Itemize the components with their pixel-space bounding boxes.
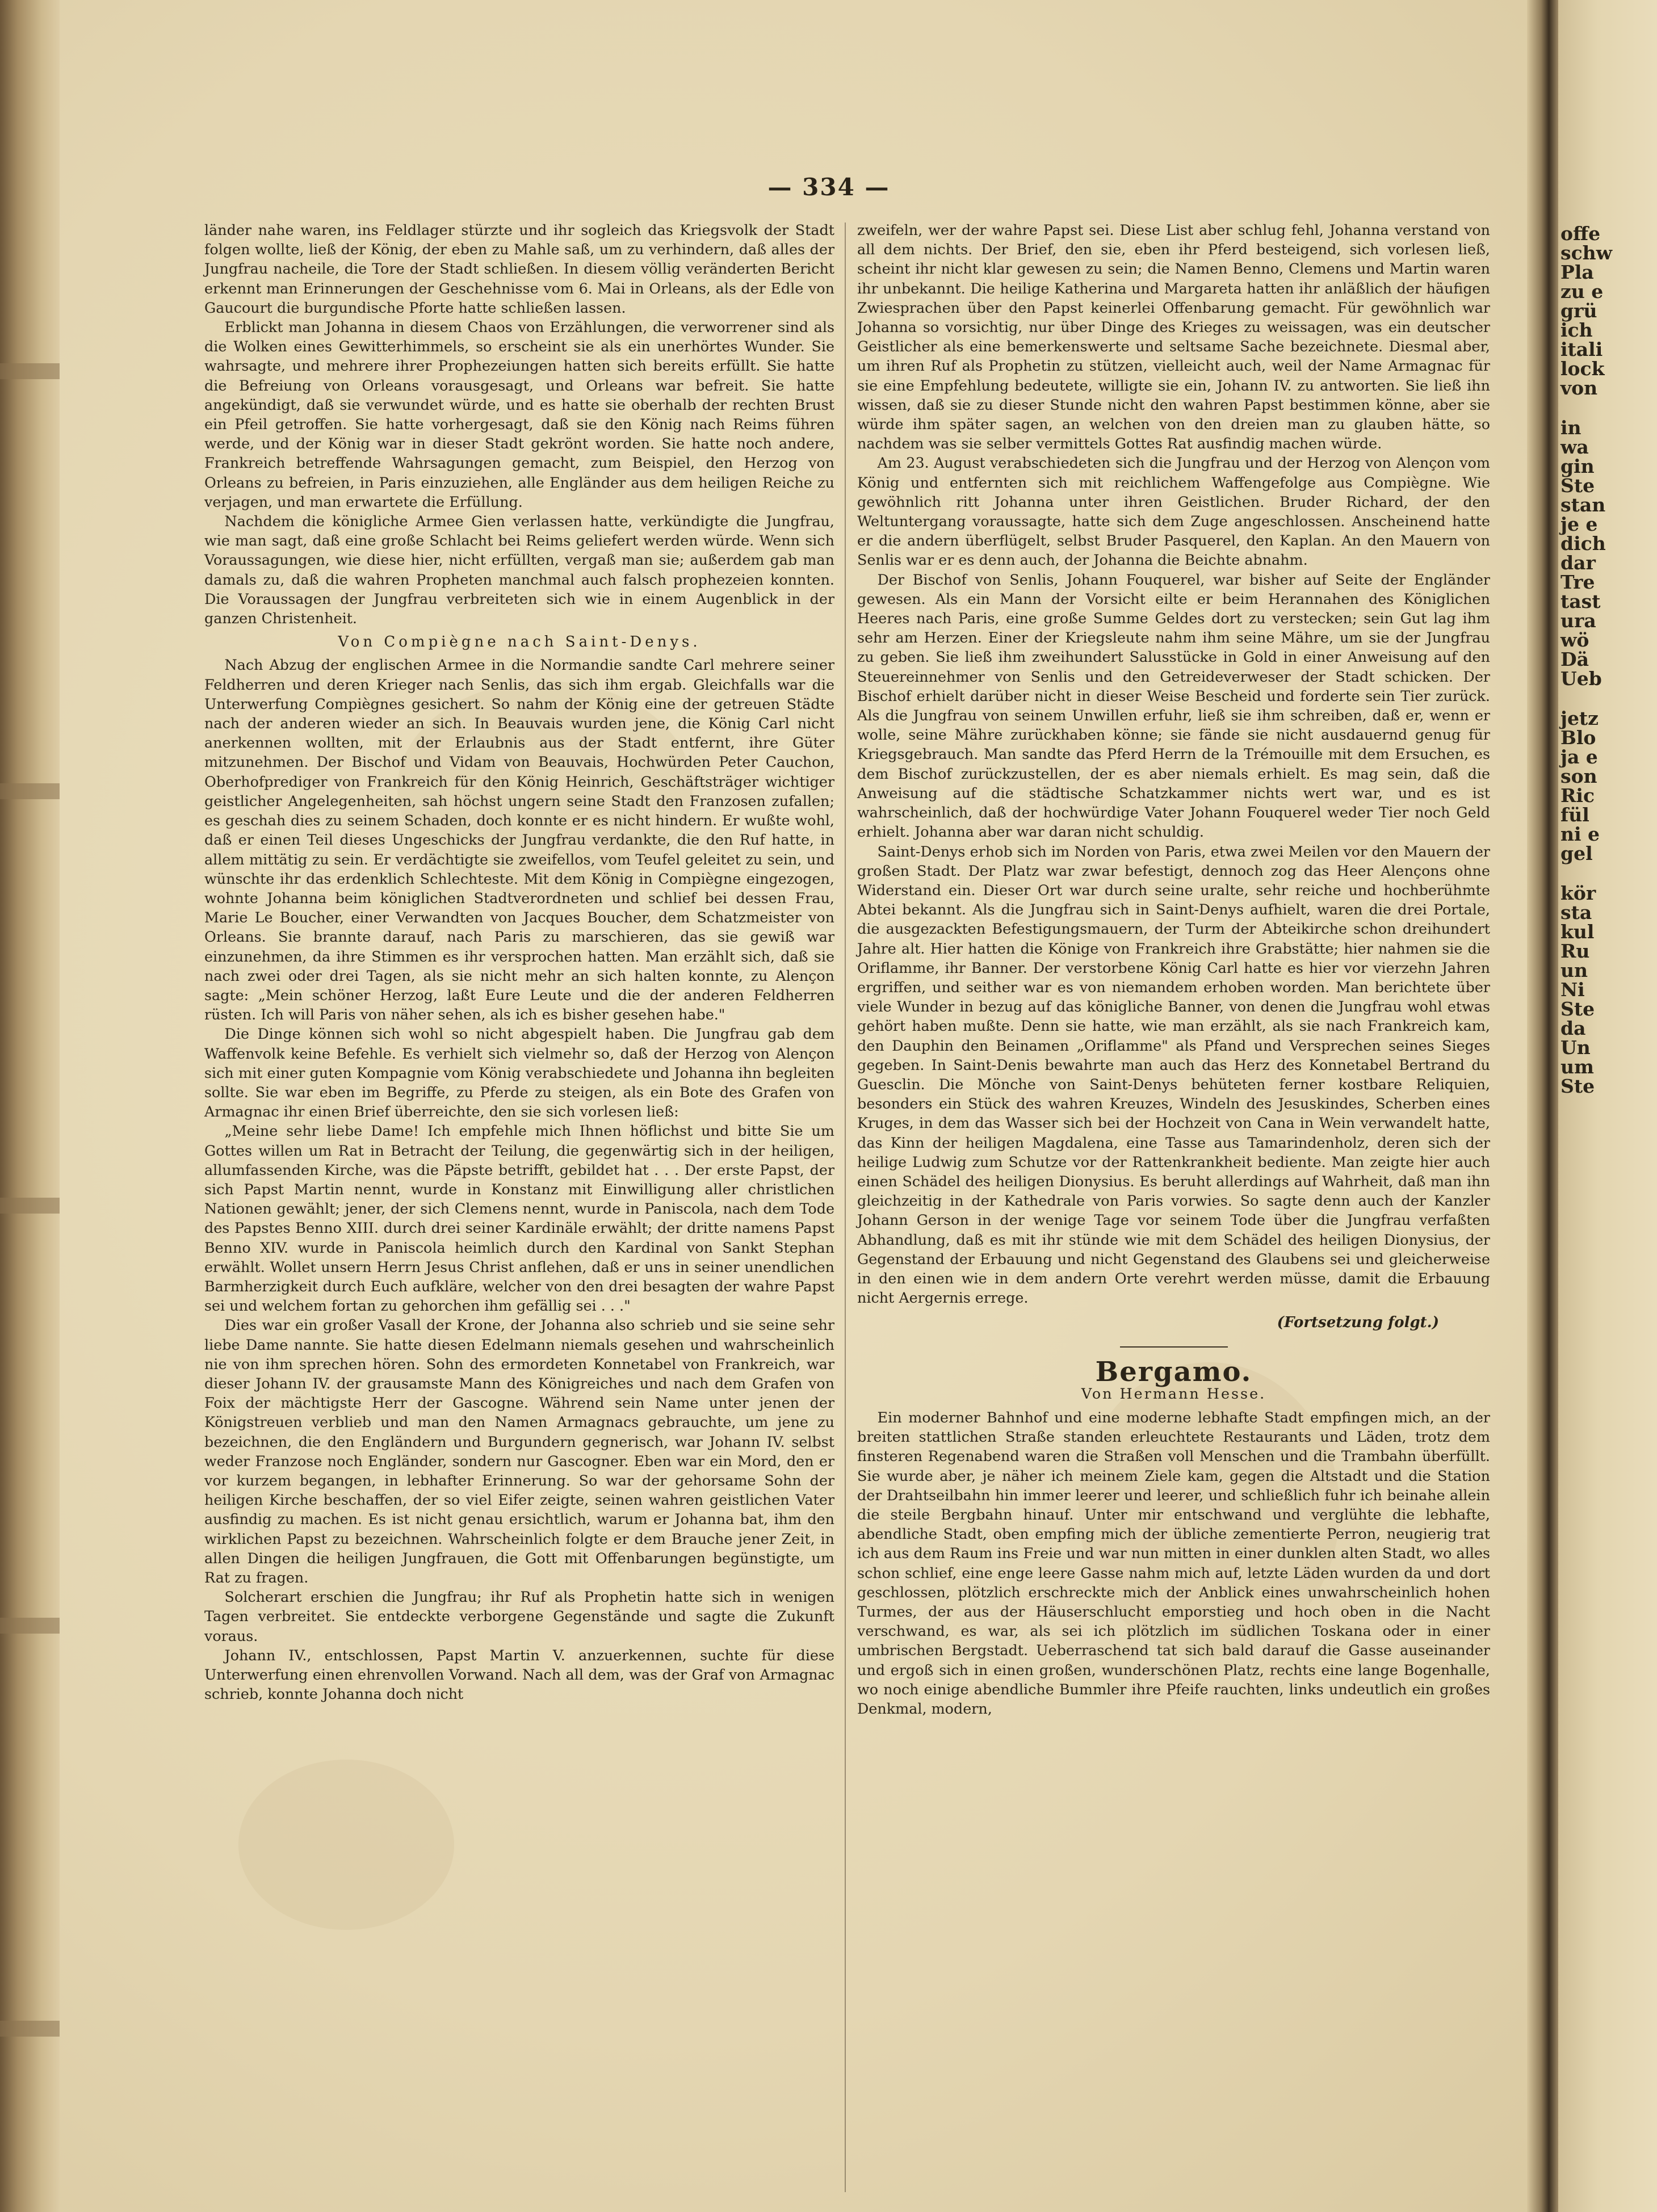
next-page-fragment: Ste bbox=[1560, 1075, 1595, 1097]
right-paragraph: Der Bischof von Senlis, Johann Fouquerel, war bisher auf Seite der Engländer gewesen. Als ein Mann der Vorsicht eilte er beim Herannahen des Königlichen Heeres nach Paris, eine große Summe Geldes dort zu verstecken; sein Gut lag ihm sehr am Herzen. Einer der Kriegsleute nahm ihm seine Mähre, um sie der Jungfrau zu geben. Sie ließ ihm zweihundert Salusstücke in Gold in einer Anweisung auf den Steuereinnehmer von Senlis und den Getreideverweser der Stadt schicken. Der Bischof erhielt darüber nicht in dieser Weise Bescheid und forderte sein Tier zurück. Als die Jungfrau von seinem Unwillen erfuhr, ließ sie ihm schreiben, daß er, wenn er wolle, seine Mähre zurückhaben könne; sie fände sie nicht ausdauernd genug für Kriegsgebrauch. Man sandte das Pferd Herrn de la Trémouille mit dem Ersuchen, es dem Bischof zurückzustellen, der es aber niemals erhielt. Es mag sein, daß die Anweisung auf die städtische Schatzkammer nichts wert war, und es ist wahrscheinlich, daß der hochwürdige Vater Johann Fouquerel weder Tier noch Geld erhielt. Johanna aber war daran nicht schuldig. bbox=[857, 570, 1490, 841]
next-page-fragment: un bbox=[1560, 959, 1588, 981]
next-page-fragment: schw bbox=[1560, 242, 1613, 264]
next-page-fragment: wa bbox=[1560, 436, 1589, 458]
next-page-fragment: in bbox=[1560, 417, 1582, 439]
section-heading: Von Compiègne nach Saint-Denys. bbox=[338, 633, 701, 651]
next-page-fragment: jetz bbox=[1560, 707, 1599, 729]
article-byline: Von Hermann Hesse. bbox=[1081, 1384, 1266, 1402]
next-page-fragment: gin bbox=[1560, 455, 1595, 477]
page-gutter bbox=[1527, 0, 1558, 2212]
left-paragraph: Johann IV., entschlossen, Papst Martin V. anzuerkennen, suchte für diese Unterwerfung einen ehrenvollen Vorwand. Nach all dem, was der Graf von Armagnac schrieb, konnte Johanna doch nicht bbox=[204, 1646, 834, 1703]
next-page-fragment: dar bbox=[1560, 552, 1596, 574]
next-page-fragment: Ni bbox=[1560, 979, 1585, 1001]
article-paragraph: Ein moderner Bahnhof und eine moderne lebhafte Stadt empfingen mich, an der breiten stattlichen Straße standen erleuchtete Restaurants und Läden, trotz dem finsteren Regenabend waren die Straßen voll Menschen und die Trambahn überfüllt. Sie wurde aber, je näher ich meinem Ziele kam, gegen die Altstadt und die Station der Drahtseilbahn hin immer leerer und leerer, und schließlich fuhr ich beinahe allein die steile Bergbahn hinauf. Unter mir entschwand und verglühte die lebhafte, abendliche Stadt, oben empfing mich der übliche zementierte Perron, neugierig trat ich aus dem Raum ins Freie und war nun mitten in einer dunklen alten Stadt, wo alles schon schlief, eine enge leere Gasse nahm mich auf, letzte Läden wurden da und dort geschlossen, plötzlich erschreckte mich der Anblick eines unwahrscheinlich hohen Turmes, der aus der Häuserschlucht emporstieg und hoch oben in die Nacht verschwand, es war, als sei ich plötzlich im südlichen Toskana oder in einer umbrischen Bergstadt. Ueberraschend tat sich bald darauf die Gasse auseinander und ergoß sich in einen großen, wunderschönen Platz, rechts eine lange Bogenhalle, wo noch einige abendliche Bummler ihre Pfeife rauchten, links undeutlich ein großes Denkmal, modern, bbox=[857, 1408, 1490, 1718]
left-paragraph: Erblickt man Johanna in diesem Chaos von Erzählungen, die verworrener sind als die Wolken eines Gewitterhimmels, so erscheint sie als ein unerhörtes Wunder. Sie wahrsagte, und mehrere ihrer Prophezeiungen hatten sich bereits erfüllt. Sie hatte die Befreiung von Orleans vorausgesagt, und Orleans war befreit. Sie hatte angekündigt, daß sie verwundet würde, und es hatte sie oberhalb der rechten Brust ein Pfeil getroffen. Sie hatte vorhergesagt, daß sie den König nach Reims führen werde, und der König war in dieser Stadt gekrönt worden. Sie hatte noch andere, Frankreich betreffende Wahrsagungen gemacht, zum Beispiel, den Herzog von Orleans zu befreien, in Paris einzuziehen, alle Engländer aus dem heiligen Reiche zu verjagen, und man erwartete die Erfüllung. bbox=[204, 318, 834, 510]
next-page-fragment: kul bbox=[1560, 921, 1595, 943]
next-page-fragment: itali bbox=[1560, 338, 1603, 360]
next-page-fragment: Dä bbox=[1560, 648, 1589, 670]
next-page-fragment: Ru bbox=[1560, 940, 1590, 962]
next-page-fragment: fül bbox=[1560, 804, 1589, 826]
next-page-fragment: offe bbox=[1560, 223, 1601, 245]
page-number: — 334 — bbox=[767, 173, 890, 201]
left-paragraph: Die Dinge können sich wohl so nicht abgespielt haben. Die Jungfrau gab dem Waffenvolk keine Befehle. Es verhielt sich vielmehr so, daß der Herzog von Alençon sich mit einer guten Kompagnie vom König verabschiedete und Johanna ihn begleiten sollte. Sie war eben im Begriffe, zu Pferde zu steigen, als ein Bote des Grafen von Armagnac ihr einen Brief überreichte, den sie sich vorlesen ließ: bbox=[204, 1025, 834, 1120]
column-divider bbox=[845, 223, 846, 2192]
next-page-fragment: lock bbox=[1560, 358, 1605, 380]
article-separator bbox=[1120, 1346, 1228, 1348]
next-page-fragment: Ueb bbox=[1560, 668, 1602, 690]
next-page-fragment: stan bbox=[1560, 494, 1606, 516]
next-page-fragment: dich bbox=[1560, 532, 1606, 555]
next-page-fragment: grü bbox=[1560, 300, 1597, 322]
left-paragraph: länder nahe waren, ins Feldlager stürzte und ihr sogleich das Kriegsvolk der Stadt folgen wollte, ließ der König, der eben zu Mahle saß, um zu verhindern, daß alles der Jungfrau nacheile, die Tore der Stadt schließen. In diesem völlig veränderten Bericht erkennt man Erinnerungen der Geschehnisse vom 6. Mai in Orleans, als der Edle von Gaucourt die burgundische Pforte hatte schließen lassen. bbox=[204, 221, 834, 316]
next-page-fragment: tast bbox=[1560, 590, 1601, 612]
next-page-fragment: von bbox=[1560, 377, 1598, 399]
next-page-fragment: Un bbox=[1560, 1036, 1591, 1059]
next-page-fragment: Tre bbox=[1560, 571, 1595, 593]
next-page-fragment: Pla bbox=[1560, 261, 1594, 283]
next-page-fragment: gel bbox=[1560, 842, 1593, 864]
next-page-fragment: wö bbox=[1560, 629, 1589, 651]
next-page-fragment: Ric bbox=[1560, 784, 1595, 807]
next-page-fragment: Blo bbox=[1560, 727, 1596, 749]
letter-quote: „Meine sehr liebe Dame! Ich empfehle mich Ihnen höflichst und bitte Sie um Gottes willen um Rat in Betracht der Teilung, die gegenwärtig sich in der heiligen, allumfassenden Kirche, was die Päpste betrifft, gebildet hat . . . Der erste Papst, der sich Papst Martin nennt, wurde in Konstanz mit Einwilligung aller christlichen Nationen gewählt; jener, der sich Clemens nennt, wurde in Paniscola, nach dem Tode des Papstes Benno XIII. durch drei seiner Kardinäle erwählt; der dritte namens Papst Benno XIV. wurde in Paniscola heimlich durch den Kardinal von Sankt Stephan erwählt. Wollet unsern Herrn Jesus Christ anflehen, daß er uns in seiner unendlichen Barmherzigkeit durch Euch aufkläre, welcher von den drei besagten der wahre Papst sei und welchem fortan zu gehorchen ihm gefällig sei . . ." bbox=[204, 1122, 834, 1315]
right-paragraph: zweifeln, wer der wahre Papst sei. Diese List aber schlug fehl, Johanna verstand von all dem nichts. Der Brief, den sie, eben ihr Pferd besteigend, sich vorlesen ließ, scheint ihr nicht klar gewesen zu sein; die Namen Benno, Clemens und Martin waren ihr unbekannt. Die heilige Katherina und Margareta hatten ihr anläßlich der häufigen Zwiesprachen über den Papst keinerlei Offenbarung gemacht. Für gewöhnlich war Johanna so vorsichtig, nur über Dinge des Krieges zu weissagen, was ein deutscher Geistlicher als eine bemerkenswerte und seltsame Sache bezeichnete. Diesmal aber, um ihren Ruf als Prophetin zu stützen, vielleicht auch, weil der Name Armagnac für sie eine Empfehlung bedeutete, willigte sie ein, Johann IV. zu antworten. Sie ließ ihn wissen, daß sie zu dieser Stunde nicht den wahren Papst bestimmen könne, aber sie würde ihm später sagen, an welchen von den dreien man zu glauben hätte, so nachdem was sie selber vermittels Gottes Rat ausfindig machen würde. bbox=[857, 221, 1490, 452]
next-page-fragment: ura bbox=[1560, 610, 1596, 632]
left-paragraph: Nachdem die königliche Armee Gien verlassen hatte, verkündigte die Jungfrau, wie man sagt, daß eine große Schlacht bei Reims geliefert werden würde. Wenn sich Voraussagungen, wie diese hier, nicht erfüllten, vergaß man sie; außerdem gab man damals zu, daß die wahren Propheten manchmal auch falsch prophezeien konnten. Die Voraussagen der Jungfrau verbreiteten sich wie in einem Augenblick in der ganzen Christenheit. bbox=[204, 513, 834, 627]
right-column bbox=[857, 220, 1490, 1718]
continuation-note: (Fortsetzung folgt.) bbox=[1277, 1314, 1439, 1332]
next-page-fragment: ni e bbox=[1560, 823, 1600, 845]
next-page-fragment: da bbox=[1560, 1017, 1586, 1039]
right-paragraph: Am 23. August verabschiedeten sich die Jungfrau und der Herzog von Alençon vom König und entfernten sich mit reichlichem Waffengefolge aus Compiègne. Wie gewöhnlich ritt Johanna unter ihren Geistlichen. Bruder Richard, der den Weltuntergang voraussagte, hatte sich dem Zuge angeschlossen. Anscheinend hatte er die andern überflügelt, selbst Bruder Pasquerel, den Kaplan. An den Mauern von Senlis war er es denn auch, der Johanna die Beichte abnahm. bbox=[857, 454, 1490, 569]
next-page-fragment: son bbox=[1560, 765, 1597, 787]
next-page-fragment: je e bbox=[1560, 513, 1598, 535]
next-page-fragment: sta bbox=[1560, 901, 1592, 924]
article-title: Bergamo. bbox=[1095, 1355, 1252, 1388]
next-page-fragment: ja e bbox=[1560, 746, 1598, 768]
next-page-edge bbox=[1558, 0, 1657, 2212]
next-page-fragment: ich bbox=[1560, 319, 1593, 341]
left-paragraph: Dies war ein großer Vasall der Krone, der Johanna also schrieb und sie seine sehr liebe Dame nannte. Sie hatte diesen Edelmann niemals gesehen und wahrscheinlich nie von ihm sprechen hören. Sohn des ermordeten Konnetabel von Frankreich, war dieser Johann IV. der grausamste Mann des Königreiches und nach dem Grafen von Foix der mächtigste Herr der Gascogne. Während sein Name unter jenen der Königstreuen verblieb und man den Namen Armagnacs gebrauchte, um jene zu bezeichnen, die den Engländern und Burgundern gegnerisch, war Johann IV. selbst weder Franzose noch Engländer, sondern nur Gascogner. Eben war ein Mord, den er vor kurzem begangen, in lebhafter Erinnerung. So war der gehorsame Sohn der heiligen Kirche beschaffen, der so viel Eifer zeigte, seinen wahren geistlichen Vater ausfindig zu machen. Es ist nicht genau ersichtlich, warum er Johanna bat, ihm den wirklichen Papst zu bezeichnen. Wahrscheinlich folgte er dem Brauche jener Zeit, in allen Dingen die heiligen Jungfrauen, die Gott mit Offenbarungen begünstigte, um Rat zu fragen. bbox=[204, 1316, 834, 1586]
next-page-fragment: Ste bbox=[1560, 475, 1595, 497]
left-paragraph: Nach Abzug der englischen Armee in die Normandie sandte Carl mehrere seiner Feldherren und deren Krieger nach Senlis, das sich ihm ergab. Gleichfalls war die Unterwerfung Compiègnes gesichert. So nahm der König eine der getreuen Städte nach der anderen wieder an sich. In Beauvais wurden jene, die König Carl nicht anerkennen wollten, mit der Erlaubnis aus der Stadt entfernt, ihre Güter mitzunehmen. Der Bischof und Vidam von Beauvais, Hochwürden Peter Cauchon, Oberhofprediger von Frankreich für den König Heinrich, Geschäftsträger wichtiger geistlicher Angelegenheiten, sah höchst ungern seine Stadt den Franzosen zufallen; es geschah dies zu seinem Schaden, doch konnte er es nicht hindern. Er wußte wohl, daß er einen Teil dieses Ungeschicks der Jungfrau verdankte, die den Ruf hatte, in allem mittätig zu sein. Er verdächtigte sie zweifellos, vom Teufel geleitet zu sein, und wünschte ihr das erdenklich Schlechteste. Mit dem König in Compiègne eingezogen, wohnte Johanna beim königlichen Stadtverordneten und schlief bei dessen Frau, Marie Le Boucher, einer Verwandten von Jacques Boucher, dem Schatzmeister von Orleans. Sie brannte darauf, nach Paris zu marschieren, das sie gewiß war einzunehmen, da ihre Stimmen es ihr versprochen hatten. Man erzählt sich, daß sie nach zwei oder drei Tagen, als sie nicht mehr an sich halten konnte, zu Alençon sagte: „Mein schöner Herzog, laßt Eure Leute und die der anderen Feldherren rüsten. Ich will Paris von näher sehen, als ich es bisher gesehen habe." bbox=[204, 656, 834, 1023]
left-column bbox=[204, 220, 834, 1703]
next-page-fragment: kör bbox=[1560, 882, 1596, 904]
left-paragraph: Solcherart erschien die Jungfrau; ihr Ruf als Prophetin hatte sich in wenigen Tagen verbreitet. Sie entdeckte verborgene Gegenstände und sagte die Zukunft voraus. bbox=[204, 1588, 834, 1644]
right-paragraph: Saint-Denys erhob sich im Norden von Paris, etwa zwei Meilen vor den Mauern der großen Stadt. Der Platz war zwar befestigt, dennoch zog das Heer Alençons ohne Widerstand ein. Dieser Ort war durch seine uralte, sehr reiche und hochberühmte Abtei bekannt. Als die Jungfrau sich in Saint-Denys aufhielt, waren die drei Portale, die ausgezackten Befestigungsmauern, der Turm der Abteikirche schon dreihundert Jahre alt. Hier hatten die Könige von Frankreich ihre Grabstätte; hier nahmen sie die Oriflamme, ihr Banner. Der verstorbene König Carl hatte es hier vor vierzehn Jahren ergriffen, und seither war es von niemandem erhoben worden. Man berichtete über viele Wunder in bezug auf das königliche Banner, von denen die Jungfrau wohl etwas gehört haben mußte. Denn sie hatte, wie man erzählt, als sie nach Frankreich kam, den Dauphin den Beinamen „Oriflamme" als Pfand und Versprechen seines Sieges gegeben. In Saint-Denis bewahrte man auch das Herz des Konnetabel Bertrand du Guesclin. Die Mönche von Saint-Denys behüteten ferner kostbare Reliquien, besonders ein Stück des wahren Kreuzes, Windeln des Jesuskindes, Scherben eines Kruges, in dem das Wasser sich bei der Hochzeit von Cana in Wein verwandelt hatte, das Kinn der heiligen Magdalena, eine Tasse aus Tamarindenholz, deren sich der heilige Ludwig zum Schutze vor der Rattenkrankheit bediente. Man zeigte hier auch einen Schädel des heiligen Dionysius. Es beruht allerdings auf Wahrheit, daß man ihn gleichzeitig in der Kathedrale von Paris vorwies. So sagte denn auch der Kanzler Johann Gerson in der wenige Tage vor seinem Tode über die Jungfrau verfaßten Abhandlung, daß es mit ihr stünde wie mit dem Schädel des heiligen Dionysius, der Gegenstand der Erbauung und nicht Gegenstand des Glaubens sei und gleicherweise in den einen wie in dem andern Orte verehrt werden müsse, damit die Erbauung nicht Aergernis errege. bbox=[857, 842, 1490, 1307]
next-page-fragment: um bbox=[1560, 1056, 1594, 1078]
book-binding bbox=[0, 0, 60, 2212]
next-page-fragment: zu e bbox=[1560, 280, 1604, 303]
next-page-fragment: Ste bbox=[1560, 998, 1595, 1020]
